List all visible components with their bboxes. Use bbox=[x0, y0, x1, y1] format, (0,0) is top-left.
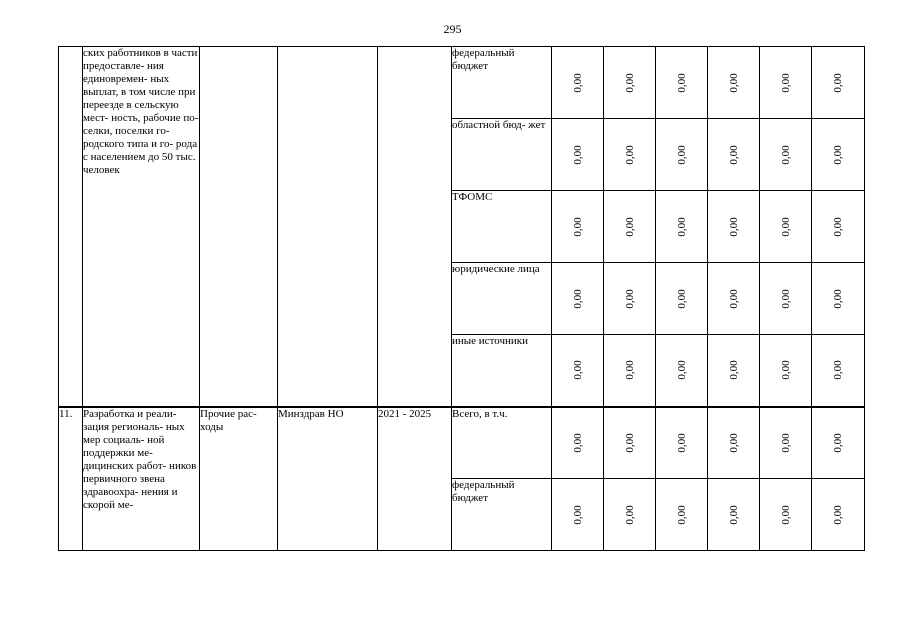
value-text: 0,00 bbox=[675, 216, 688, 237]
value-text: 0,00 bbox=[571, 360, 584, 380]
value-text: 0,00 bbox=[571, 72, 584, 93]
page-number: 295 bbox=[443, 22, 462, 36]
value-text: 0,00 bbox=[779, 360, 792, 380]
row-number: 11. bbox=[59, 407, 83, 551]
value-text: 0,00 bbox=[623, 360, 636, 380]
value-text: 0,00 bbox=[571, 288, 584, 309]
funding-source: федеральный бюджет bbox=[452, 47, 552, 119]
value-text: 0,00 bbox=[832, 288, 844, 309]
value-text: 0,00 bbox=[623, 433, 636, 453]
value-text: 0,00 bbox=[727, 360, 740, 380]
measure-description: Разработка и реали- зация региональ- ных мер социаль- ной поддержки ме- дицинских работ- ников первичного звена здравоохра- нения и скорой ме- bbox=[83, 407, 200, 551]
value-cell bbox=[656, 335, 708, 407]
value-cell bbox=[812, 263, 865, 335]
expense-type: Прочие рас- ходы bbox=[200, 407, 278, 551]
value-cell bbox=[812, 47, 865, 119]
value-text: 0,00 bbox=[779, 288, 792, 309]
row-number bbox=[59, 47, 83, 407]
table-body bbox=[59, 47, 865, 551]
value-cell bbox=[708, 191, 760, 263]
value-text: 0,00 bbox=[623, 144, 636, 165]
value-cell bbox=[812, 335, 865, 407]
table-row bbox=[59, 47, 865, 119]
value-text: 0,00 bbox=[623, 216, 636, 237]
value-text: 0,00 bbox=[727, 288, 740, 309]
value-text: 0,00 bbox=[675, 433, 688, 453]
value-cell bbox=[604, 335, 656, 407]
value-cell bbox=[760, 47, 812, 119]
value-cell bbox=[708, 263, 760, 335]
value-text: 0,00 bbox=[727, 504, 740, 525]
value-cell bbox=[708, 47, 760, 119]
value-text: 0,00 bbox=[727, 72, 740, 93]
value-text: 0,00 bbox=[623, 504, 636, 525]
value-text: 0,00 bbox=[832, 216, 844, 237]
value-cell bbox=[552, 335, 604, 407]
value-text: 0,00 bbox=[832, 433, 844, 453]
value-cell bbox=[604, 479, 656, 551]
measure-description: ских работников в части предоставле- ния единовремен- ных выплат, в том числе при переезде в сельскую мест- ность, рабочие по- селки, поселки го- родского типа и го- рода с населением до 50 тыс. человек bbox=[83, 47, 200, 407]
value-text: 0,00 bbox=[832, 360, 844, 380]
value-cell bbox=[812, 479, 865, 551]
value-cell bbox=[760, 407, 812, 479]
value-cell bbox=[656, 119, 708, 191]
value-text: 0,00 bbox=[675, 360, 688, 380]
funding-source: федеральный бюджет bbox=[452, 479, 552, 551]
expense-type bbox=[200, 47, 278, 407]
value-cell bbox=[656, 263, 708, 335]
value-cell bbox=[656, 407, 708, 479]
value-cell bbox=[552, 119, 604, 191]
value-text: 0,00 bbox=[675, 288, 688, 309]
period: 2021 - 2025 bbox=[378, 407, 452, 551]
value-cell bbox=[760, 191, 812, 263]
value-cell bbox=[708, 335, 760, 407]
value-cell bbox=[552, 47, 604, 119]
value-text: 0,00 bbox=[779, 216, 792, 237]
value-text: 0,00 bbox=[623, 72, 636, 93]
value-text: 0,00 bbox=[675, 504, 688, 525]
value-text: 0,00 bbox=[727, 144, 740, 165]
value-cell bbox=[604, 191, 656, 263]
value-text: 0,00 bbox=[779, 433, 792, 453]
value-cell bbox=[552, 407, 604, 479]
value-text: 0,00 bbox=[571, 216, 584, 237]
value-text: 0,00 bbox=[727, 433, 740, 453]
value-text: 0,00 bbox=[675, 144, 688, 165]
funding-source: Всего, в т.ч. bbox=[452, 407, 552, 479]
value-text: 0,00 bbox=[571, 144, 584, 165]
value-text: 0,00 bbox=[779, 504, 792, 525]
value-cell bbox=[552, 263, 604, 335]
value-text: 0,00 bbox=[623, 288, 636, 309]
value-cell bbox=[552, 479, 604, 551]
value-text: 0,00 bbox=[832, 144, 844, 165]
value-cell bbox=[812, 119, 865, 191]
budget-table bbox=[58, 46, 865, 551]
executor bbox=[278, 47, 378, 407]
value-cell bbox=[812, 191, 865, 263]
value-text: 0,00 bbox=[832, 72, 844, 93]
value-cell bbox=[604, 47, 656, 119]
value-cell bbox=[708, 119, 760, 191]
value-text: 0,00 bbox=[571, 504, 584, 525]
value-cell bbox=[656, 47, 708, 119]
executor: Минздрав НО bbox=[278, 407, 378, 551]
value-text: 0,00 bbox=[779, 72, 792, 93]
value-cell bbox=[656, 191, 708, 263]
funding-source: областной бюд- жет bbox=[452, 119, 552, 191]
funding-source: юридические лица bbox=[452, 263, 552, 335]
value-text: 0,00 bbox=[675, 72, 688, 93]
value-cell bbox=[708, 479, 760, 551]
value-cell bbox=[656, 479, 708, 551]
value-text: 0,00 bbox=[727, 216, 740, 237]
table-row bbox=[59, 407, 865, 479]
value-text: 0,00 bbox=[571, 433, 584, 453]
funding-source: ТФОМС bbox=[452, 191, 552, 263]
value-cell bbox=[604, 263, 656, 335]
funding-source: иные источники bbox=[452, 335, 552, 407]
value-cell bbox=[552, 191, 604, 263]
value-cell bbox=[708, 407, 760, 479]
value-cell bbox=[812, 407, 865, 479]
period bbox=[378, 47, 452, 407]
value-cell bbox=[760, 335, 812, 407]
value-cell bbox=[760, 479, 812, 551]
value-cell bbox=[760, 263, 812, 335]
value-text: 0,00 bbox=[832, 504, 844, 525]
value-cell bbox=[760, 119, 812, 191]
value-text: 0,00 bbox=[779, 144, 792, 165]
value-cell bbox=[604, 119, 656, 191]
value-cell bbox=[604, 407, 656, 479]
